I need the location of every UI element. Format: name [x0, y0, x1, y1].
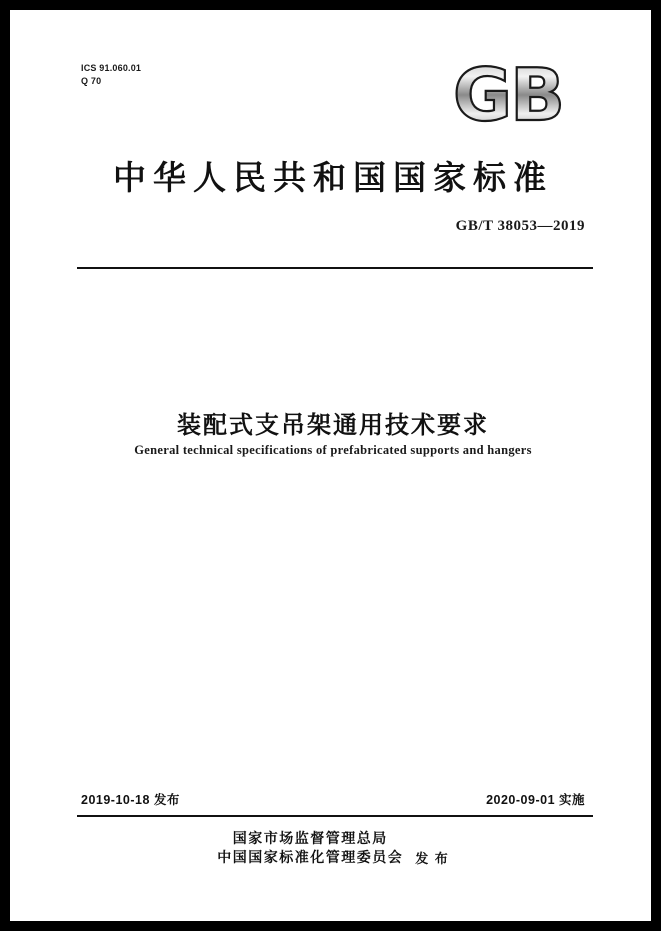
publisher-line-1: 国家市场监督管理总局	[232, 831, 388, 847]
header-divider	[77, 267, 593, 269]
publisher-block	[73, 830, 593, 868]
national-standard-title: 中华人民共和国国家标准	[113, 158, 553, 197]
svg-text:GB: GB	[453, 60, 563, 132]
ics-classification-block	[81, 62, 141, 88]
standard-number: GB/T 38053—2019	[455, 218, 585, 234]
gb-logo-icon	[451, 60, 581, 132]
ics-code: ICS 91.060.01	[81, 63, 142, 73]
publisher-line-2: 中国国家标准化管理委员会	[217, 850, 404, 866]
document-page	[10, 10, 651, 921]
publisher-names	[217, 830, 403, 868]
document-title-english: General technical specifications of prefabricated supports and hangers	[134, 443, 532, 457]
footer-divider	[77, 815, 593, 817]
issue-date: 2019-10-18 发布	[81, 793, 180, 807]
page-content	[73, 50, 593, 885]
classification-code: Q 70	[81, 76, 102, 86]
document-title-chinese: 装配式支吊架通用技术要求	[177, 410, 489, 439]
effective-date: 2020-09-01 实施	[486, 793, 585, 807]
publisher-action-label: 发 布	[415, 851, 449, 867]
